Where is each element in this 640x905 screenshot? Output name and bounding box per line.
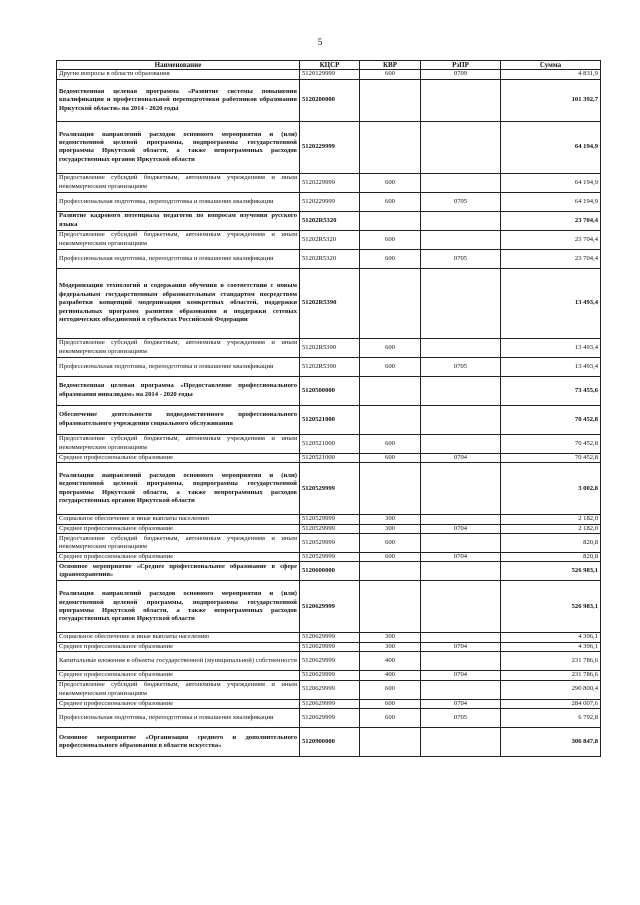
table-row: [57, 652, 601, 671]
row-kvr: 600: [360, 434, 421, 453]
row-kcsr: 5120521000: [300, 405, 360, 434]
row-rzpr: 0705: [421, 192, 501, 211]
table-row: [57, 338, 601, 357]
row-name: Социальное обеспечение и иные выплаты населению: [57, 515, 300, 524]
row-sum: 6 792,8: [501, 709, 601, 728]
row-kcsr: 51202R5390: [300, 268, 360, 338]
row-name: Среднее профессиональное образование: [57, 453, 300, 462]
page-number: 5: [317, 37, 323, 47]
row-name: Развитие кадрового потенциала педагогов по вопросам изучения русского языка: [57, 211, 300, 230]
table-row: [57, 211, 601, 230]
row-kcsr: 51202R5320: [300, 230, 360, 249]
row-sum: 231 786,6: [501, 652, 601, 671]
row-name: Профессиональная подготовка, переподготовка и повышение квалификации: [57, 249, 300, 268]
row-kvr: 600: [360, 357, 421, 376]
row-sum: 23 704,4: [501, 211, 601, 230]
table-row: [57, 709, 601, 728]
row-rzpr: 0704: [421, 642, 501, 651]
row-kvr: [360, 211, 421, 230]
row-sum: 23 704,4: [501, 230, 601, 249]
row-name: Среднее профессиональное образование: [57, 553, 300, 562]
row-kvr: 600: [360, 680, 421, 699]
row-kcsr: 5120529999: [300, 515, 360, 524]
row-kcsr: 51202R5390: [300, 357, 360, 376]
table-row: [57, 671, 601, 680]
row-sum: 2 182,0: [501, 524, 601, 533]
row-rzpr: [421, 680, 501, 699]
row-kcsr: 5120629999: [300, 652, 360, 671]
row-kcsr: 5120629999: [300, 699, 360, 708]
row-name: Предоставление субсидий бюджетным, автономным учреждениям и иным некоммерческим организациям: [57, 680, 300, 699]
row-kvr: [360, 268, 421, 338]
row-kvr: 600: [360, 453, 421, 462]
row-name: Основное мероприятие «Среднее профессиональное образование в сфере здравоохранения»: [57, 562, 300, 581]
row-sum: 820,8: [501, 553, 601, 562]
row-rzpr: [421, 463, 501, 515]
row-kvr: 300: [360, 515, 421, 524]
row-name: Среднее профессиональное образование: [57, 671, 300, 680]
row-kvr: 400: [360, 671, 421, 680]
row-name: Реализация направлений расходов основного мероприятия и (или) ведомственной целевой программы, подпрограммы государственной программы Иркутской области, а также непрограммных расходов государственных органов Иркутской области: [57, 463, 300, 515]
row-kvr: [360, 405, 421, 434]
table-row: [57, 70, 601, 79]
row-kcsr: 5120529999: [300, 524, 360, 533]
row-sum: 101 392,7: [501, 79, 601, 121]
row-kvr: [360, 562, 421, 581]
row-sum: 4 831,9: [501, 70, 601, 79]
row-rzpr: 0709: [421, 70, 501, 79]
row-sum: 4 396,1: [501, 642, 601, 651]
row-kcsr: 5120500000: [300, 376, 360, 405]
row-rzpr: 0704: [421, 553, 501, 562]
row-kcsr: 51202R5320: [300, 249, 360, 268]
row-name: Ведомственная целевая программа «Предоставление профессионального образования инвалидам» на 2014 - 2020 годы: [57, 376, 300, 405]
table-row: [57, 534, 601, 553]
row-kvr: 600: [360, 230, 421, 249]
row-name: Предоставление субсидий бюджетным, автономным учреждениям и иным некоммерческим организациям: [57, 534, 300, 553]
row-kcsr: 5120200000: [300, 79, 360, 121]
row-kvr: 400: [360, 652, 421, 671]
table-row: [57, 249, 601, 268]
row-rzpr: [421, 652, 501, 671]
row-kcsr: 5120629999: [300, 709, 360, 728]
row-name: Капитальные вложения в объекты государственной (муниципальной) собственности: [57, 652, 300, 671]
row-kcsr: 5120521000: [300, 434, 360, 453]
row-sum: 526 983,1: [501, 562, 601, 581]
row-rzpr: [421, 230, 501, 249]
row-rzpr: [421, 121, 501, 173]
row-kcsr: 5120629999: [300, 581, 360, 633]
table-row: [57, 121, 601, 173]
row-rzpr: 0704: [421, 671, 501, 680]
row-sum: 13 493,4: [501, 338, 601, 357]
table-row: [57, 642, 601, 651]
row-name: Реализация направлений расходов основного мероприятия и (или) ведомственной целевой программы, подпрограммы государственной программы Иркутской области, а также непрограммных расходов государственных органов Иркутской области: [57, 581, 300, 633]
table-row: [57, 434, 601, 453]
table-row: [57, 405, 601, 434]
row-kcsr: 5120229999: [300, 121, 360, 173]
row-rzpr: 0705: [421, 357, 501, 376]
row-sum: 23 704,4: [501, 249, 601, 268]
row-kvr: 600: [360, 249, 421, 268]
row-kvr: 300: [360, 642, 421, 651]
row-sum: 13 493,4: [501, 357, 601, 376]
row-kvr: 300: [360, 524, 421, 533]
row-kcsr: 51202R5320: [300, 211, 360, 230]
table-row: [57, 680, 601, 699]
row-sum: 306 847,8: [501, 728, 601, 757]
row-sum: 13 493,4: [501, 268, 601, 338]
row-kvr: [360, 121, 421, 173]
row-kcsr: 5120629999: [300, 633, 360, 642]
row-sum: 70 452,8: [501, 405, 601, 434]
row-name: Предоставление субсидий бюджетным, автономным учреждениям и иным некоммерческим организациям: [57, 173, 300, 192]
row-rzpr: 0704: [421, 699, 501, 708]
row-rzpr: 0704: [421, 453, 501, 462]
row-kvr: [360, 581, 421, 633]
row-kcsr: 5120529999: [300, 534, 360, 553]
table-row: [57, 515, 601, 524]
row-name: Среднее профессиональное образование: [57, 699, 300, 708]
row-kvr: 600: [360, 553, 421, 562]
table-row: [57, 357, 601, 376]
row-name: Основное мероприятие «Организация среднего и дополнительного профессионального образования в области искусства»: [57, 728, 300, 757]
row-kcsr: 5120629999: [300, 671, 360, 680]
row-sum: 526 983,1: [501, 581, 601, 633]
table-row: [57, 376, 601, 405]
header-kvr: КВР: [360, 61, 421, 70]
row-kvr: [360, 728, 421, 757]
row-sum: 4 396,1: [501, 633, 601, 642]
row-name: Другие вопросы в области образования: [57, 70, 300, 79]
row-kvr: 600: [360, 338, 421, 357]
row-rzpr: 0705: [421, 709, 501, 728]
row-rzpr: [421, 173, 501, 192]
row-kcsr: 5120529999: [300, 463, 360, 515]
table-row: [57, 453, 601, 462]
row-name: Реализация направлений расходов основного мероприятия и (или) ведомственной целевой программы, подпрограммы государственной программы Иркутской области, а также непрограммных расходов государственных органов Иркутской области: [57, 121, 300, 173]
row-kcsr: 5120529999: [300, 553, 360, 562]
row-kvr: [360, 79, 421, 121]
table-row: [57, 553, 601, 562]
row-rzpr: [421, 434, 501, 453]
row-name: Среднее профессиональное образование: [57, 642, 300, 651]
table-row: [57, 699, 601, 708]
row-rzpr: [421, 376, 501, 405]
budget-table: [56, 60, 601, 757]
row-name: Предоставление субсидий бюджетным, автономным учреждениям и иным некоммерческим организациям: [57, 230, 300, 249]
row-kvr: [360, 463, 421, 515]
table-row: [57, 79, 601, 121]
row-kvr: [360, 376, 421, 405]
row-name: Предоставление субсидий бюджетным, автономным учреждениям и иным некоммерческим организациям: [57, 338, 300, 357]
row-kcsr: 5120229999: [300, 192, 360, 211]
row-name: Ведомственная целевая программа «Развитие системы повышения квалификации и профессиональной переподготовки работников образования Иркутской области» на 2014 - 2020 годы: [57, 79, 300, 121]
row-kvr: 600: [360, 70, 421, 79]
row-name: Профессиональная подготовка, переподготовка и повышение квалификации: [57, 709, 300, 728]
row-kvr: 600: [360, 709, 421, 728]
row-rzpr: [421, 534, 501, 553]
row-sum: 2 182,0: [501, 515, 601, 524]
row-rzpr: [421, 562, 501, 581]
row-rzpr: [421, 581, 501, 633]
row-kcsr: 5120629999: [300, 642, 360, 651]
row-sum: 231 786,6: [501, 671, 601, 680]
table-row: [57, 192, 601, 211]
table-row: [57, 581, 601, 633]
header-kcsr: КЦСР: [300, 61, 360, 70]
row-kcsr: 5120229999: [300, 173, 360, 192]
row-kvr: 600: [360, 699, 421, 708]
row-name: Профессиональная подготовка, переподготовка и повышение квалификации: [57, 192, 300, 211]
row-name: Среднее профессиональное образование: [57, 524, 300, 533]
table-row: [57, 173, 601, 192]
table-body: [57, 70, 601, 757]
table-row: [57, 562, 601, 581]
row-sum: 70 452,8: [501, 434, 601, 453]
row-rzpr: [421, 338, 501, 357]
row-kvr: 600: [360, 173, 421, 192]
row-sum: 290 800,4: [501, 680, 601, 699]
header-rzpr: РзПР: [421, 61, 501, 70]
row-name: Модернизация технологий и содержания обучения в соответствии с новым федеральным государственным образовательным стандартом посредством разработки концепций модернизации конкретных областей, поддержки региональных программ развития образования и поддержки сетевых методических объединений в субъектах Российской Федерации: [57, 268, 300, 338]
table-row: [57, 728, 601, 757]
row-kvr: 300: [360, 633, 421, 642]
row-name: Социальное обеспечение и иные выплаты населению: [57, 633, 300, 642]
row-sum: 820,8: [501, 534, 601, 553]
row-name: Обеспечение деятельности подведомственного профессионального образовательного учреждения социального обслуживания: [57, 405, 300, 434]
header-sum: Сумма: [501, 61, 601, 70]
row-name: Предоставление субсидий бюджетным, автономным учреждениям и иным некоммерческим организациям: [57, 434, 300, 453]
row-rzpr: [421, 268, 501, 338]
table-row: [57, 268, 601, 338]
row-sum: 73 455,6: [501, 376, 601, 405]
table-row: [57, 230, 601, 249]
row-sum: 64 194,9: [501, 192, 601, 211]
row-sum: 64 194,9: [501, 173, 601, 192]
row-rzpr: 0705: [421, 249, 501, 268]
table-row: [57, 524, 601, 533]
row-sum: 70 452,8: [501, 453, 601, 462]
row-kvr: 600: [360, 534, 421, 553]
row-kcsr: 5120521000: [300, 453, 360, 462]
table-row: [57, 463, 601, 515]
row-rzpr: [421, 405, 501, 434]
row-kcsr: 5120600000: [300, 562, 360, 581]
table-header-row: [57, 61, 601, 70]
table-row: [57, 633, 601, 642]
row-rzpr: 0704: [421, 524, 501, 533]
row-sum: 64 194,9: [501, 121, 601, 173]
header-name: Наименование: [57, 61, 300, 70]
row-kcsr: 5120129999: [300, 70, 360, 79]
row-rzpr: [421, 79, 501, 121]
row-rzpr: [421, 728, 501, 757]
row-kvr: 600: [360, 192, 421, 211]
row-kcsr: 5120900000: [300, 728, 360, 757]
row-name: Профессиональная подготовка, переподготовка и повышение квалификации: [57, 357, 300, 376]
row-sum: 284 007,6: [501, 699, 601, 708]
row-kcsr: 51202R5390: [300, 338, 360, 357]
row-rzpr: [421, 515, 501, 524]
row-rzpr: [421, 633, 501, 642]
row-sum: 3 002,8: [501, 463, 601, 515]
row-rzpr: [421, 211, 501, 230]
row-kcsr: 5120629999: [300, 680, 360, 699]
